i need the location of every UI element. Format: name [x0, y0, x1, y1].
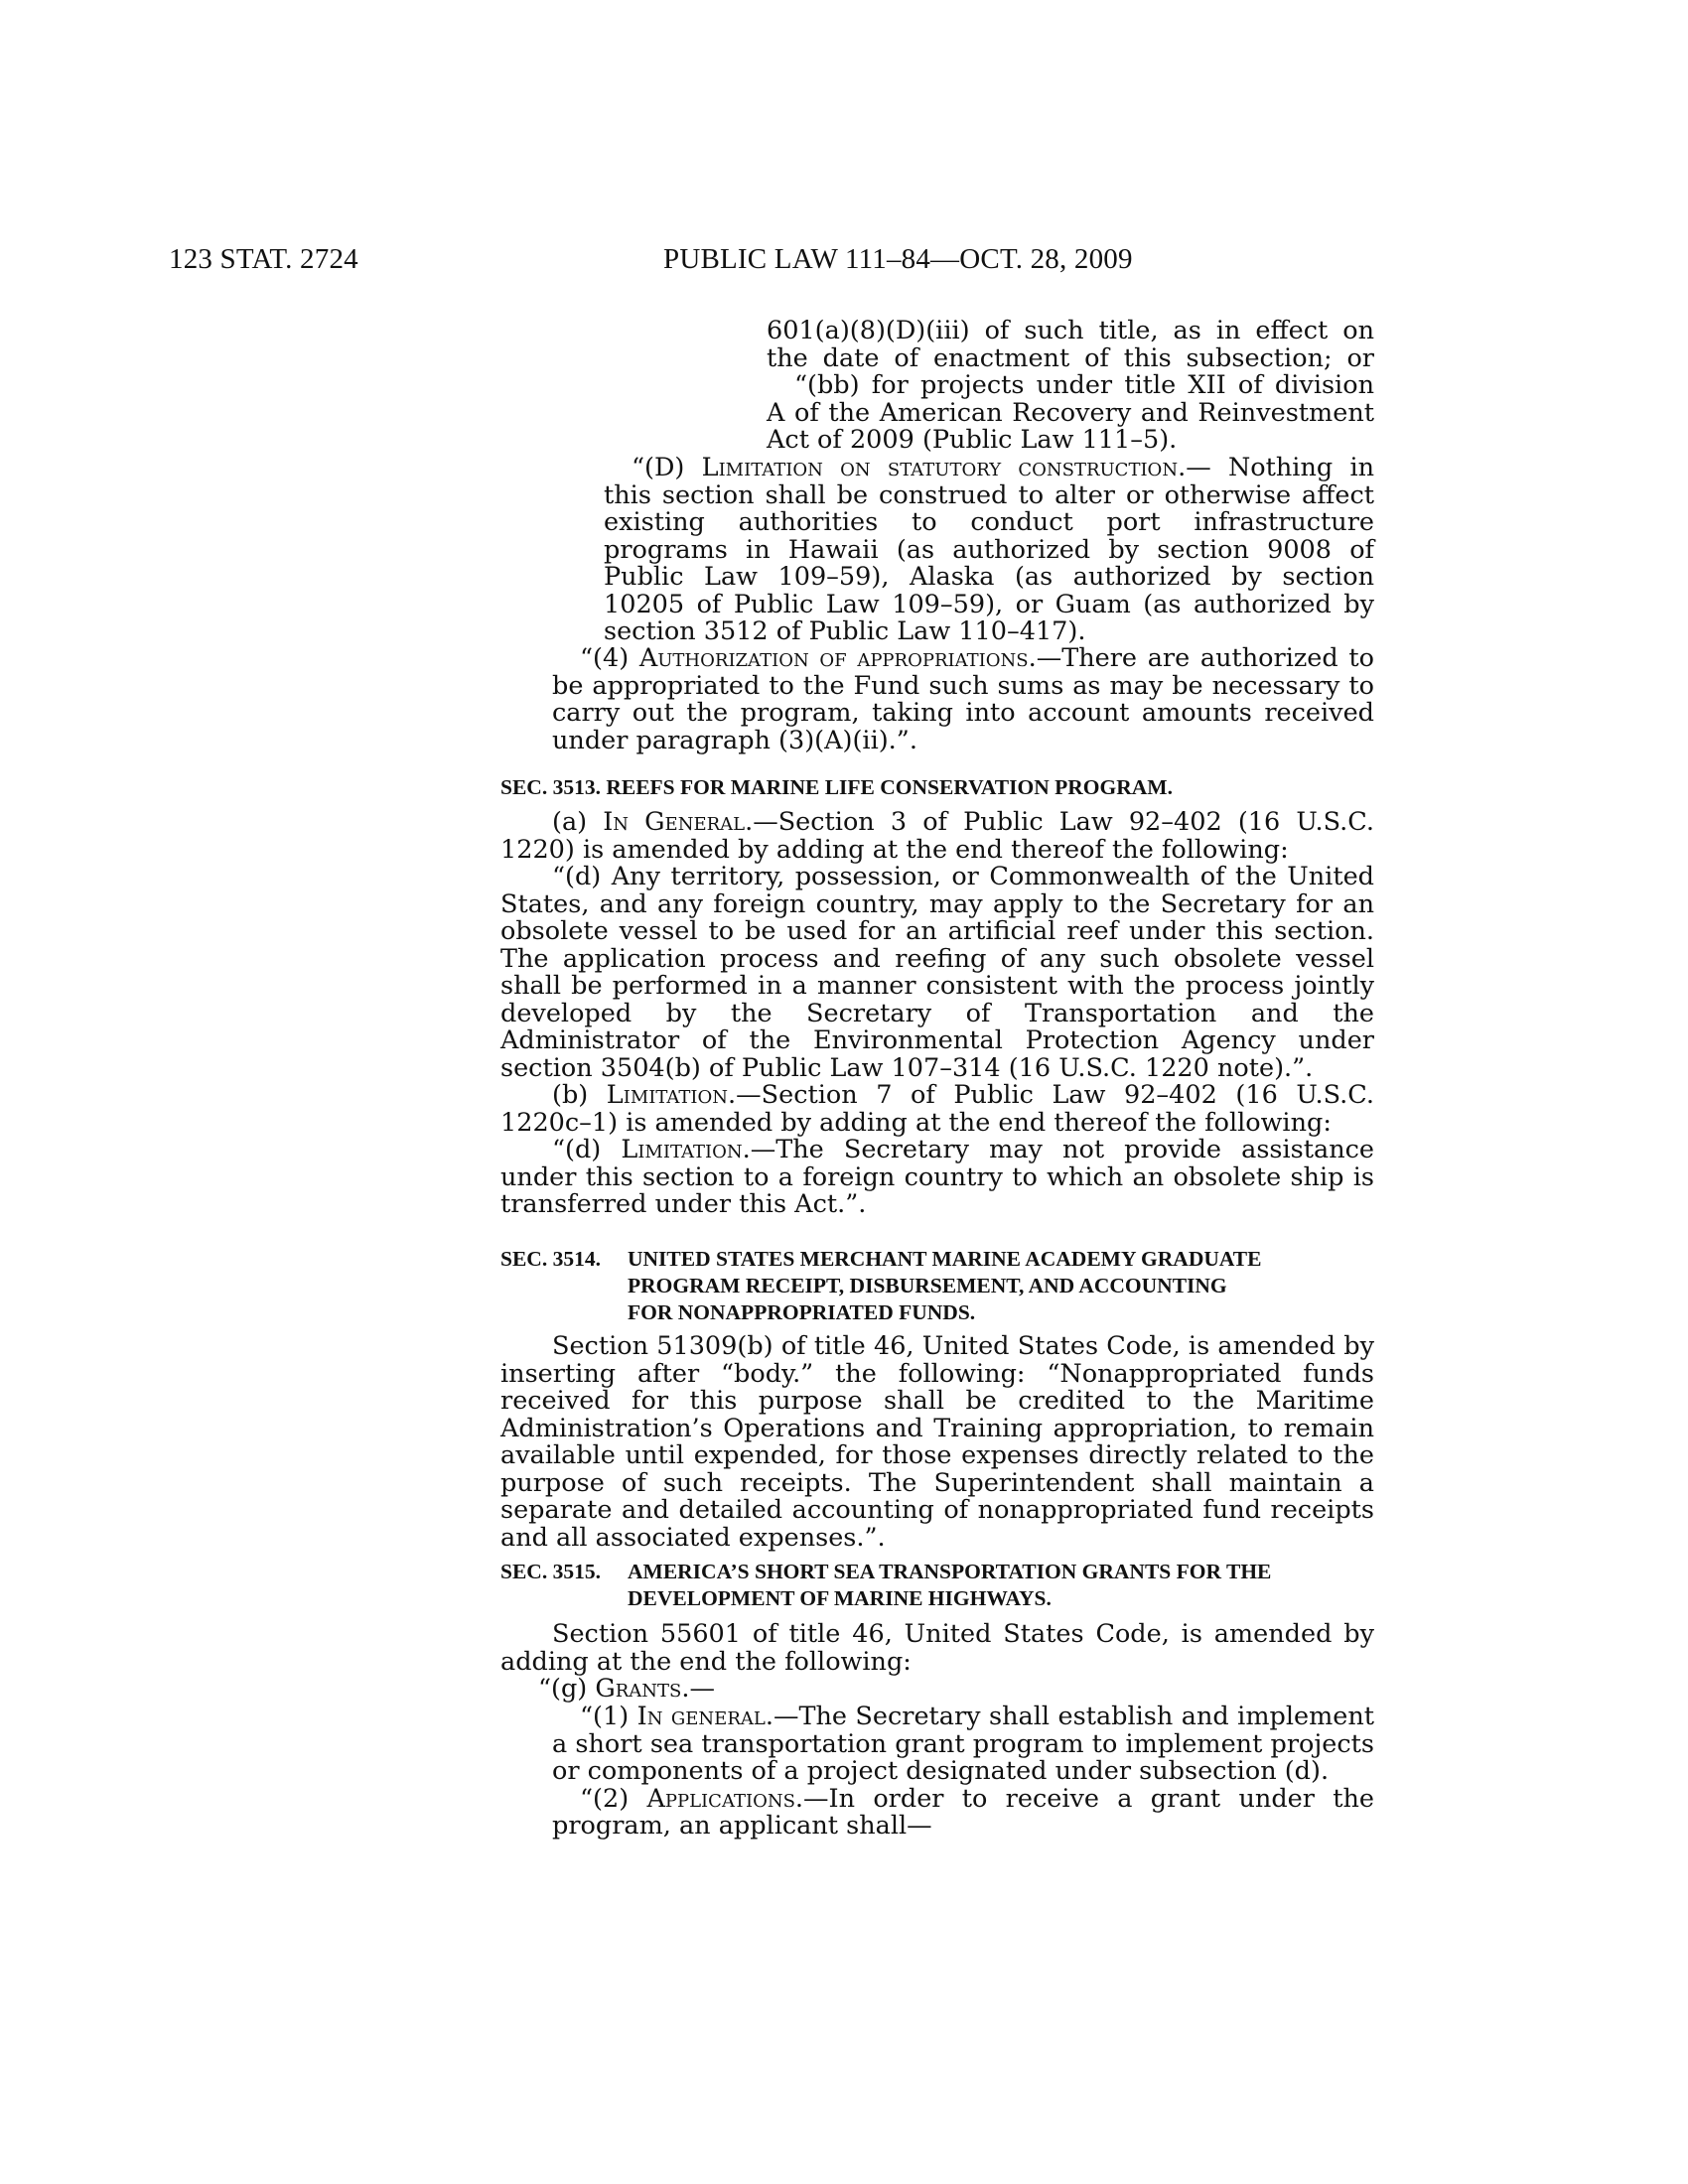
subsection-a [500, 809, 1374, 864]
text-line: “(bb) for projects under title XII of division [794, 370, 1374, 400]
authorization-paragraph [552, 645, 1374, 754]
em-dash: — [689, 1674, 715, 1704]
section-title-line: UNITED STATES MERCHANT MARINE ACADEMY GRADUATE [628, 1247, 1262, 1271]
section-3515-body [500, 1621, 1374, 1704]
paragraph-1 [552, 1704, 1374, 1841]
text-line: Act of 2009 (Public Law 111–5). [767, 425, 1178, 455]
text-line: 601(a)(8)(D)(iii) of such title, as in effect on [767, 316, 1374, 345]
paragraph-1-text [552, 1704, 1374, 1786]
para-heading: Limitation. [621, 1135, 751, 1164]
para-heading: Limitation on statutory construction. [701, 453, 1187, 482]
para-heading: Authorization of appropriations. [638, 643, 1037, 673]
para-heading: Limitation. [606, 1080, 737, 1110]
section-intro: Section 55601 of title 46, United States Code, is amended by adding at the end the following: [500, 1619, 1374, 1677]
para-lead: “(1) [580, 1702, 637, 1731]
subsection-a-d: “(d) Any territory, possession, or Commonwealth of the United States, and any foreign country, may apply to the Secretary for an obsolete vessel to be used for an artificial reef under this section. The application process and reefing of any such obsolete vessel shall be performed in a manner consistent with the process jointly developed by the Secretary of Transportation and the Administrator of the Environmental Protection Agency under section 3504(b) of Public Law 107–314 (16 U.S.C. 1220 note).”. [500, 862, 1374, 1083]
para-lead: “(g) [538, 1674, 596, 1704]
page-stat-citation: 123 STAT. 2724 [169, 243, 358, 275]
para-body: —The Secretary shall establish and implement a short sea transportation grant program to implement projects or components of a project designated under subsection (d). [552, 1702, 1375, 1786]
section-number: SEC. 3514. [500, 1247, 601, 1271]
authorization-text [552, 645, 1374, 754]
section-heading [500, 1246, 1374, 1273]
section-heading [500, 774, 1374, 801]
limitation-paragraph [604, 455, 1374, 646]
para-lead: (b) [552, 1080, 607, 1110]
para-body: —There are authorized to be appropriated to the Fund such sums as may be necessary to carry out the program, taking into account amounts received under paragraph (3)(A)(ii).”. [552, 643, 1374, 755]
para-lead: “(4) [580, 643, 639, 673]
section-title-line: FOR NONAPPROPRIATED FUNDS. [628, 1300, 976, 1324]
section-heading [500, 1559, 1374, 1585]
para-heading: In General. [603, 807, 754, 837]
section-number: SEC. 3513. [500, 775, 601, 799]
para-body: —Section 3 of Public Law 92–402 (16 U.S.C. 1220) is amended by adding at the end thereof the following: [500, 807, 1374, 865]
section-title: REEFS FOR MARINE LIFE CONSERVATION PROGRAM. [606, 775, 1173, 799]
section-3514-body [500, 1333, 1374, 1552]
section-text: Section 51309(b) of title 46, United States Code, is amended by inserting after “body.” the following: “Nonappropriated funds received for this purpose shall be credited to the Maritime Administration’s Operations and Training appropriation, to remain available until expended, for those expenses directly related to the purpose of such receipts. The Superintendent shall maintain a separate and detailed accounting of nonappropriated fund receipts and all associated expenses.”. [500, 1331, 1374, 1553]
para-body: —The Secretary may not provide assistance under this section to a foreign country to which an obsolete ship is transferred under this Act.”. [500, 1135, 1374, 1219]
para-heading: In general. [636, 1702, 774, 1731]
para-lead: (a) [552, 807, 604, 837]
para-lead: “(2) [580, 1783, 647, 1814]
subsection-g [500, 1676, 1374, 1704]
running-header: PUBLIC LAW 111–84—OCT. 28, 2009 [663, 243, 1133, 275]
continuation-block [767, 318, 1374, 455]
section-3513 [500, 774, 1374, 801]
text-line: the date of enactment of this subsection; or [767, 342, 1374, 373]
para-lead: “(D) [632, 453, 702, 482]
em-dash: — [1186, 453, 1211, 482]
section-3513-body [500, 809, 1374, 1219]
subsection-b [500, 1082, 1374, 1137]
limitation-text [604, 455, 1374, 646]
para-body: Nothing in this section shall be construed to alter or otherwise affect existing authorities to conduct port infrastructure programs in Hawaii (as authorized by section 9008 of Public Law 109–59), Alaska (as authorized by section 10205 of Public Law 109–59), or Guam (as authorized by section 3512 of Public Law 110–417). [604, 453, 1375, 646]
section-title-line: PROGRAM RECEIPT, DISBURSEMENT, AND ACCOUNTING [628, 1274, 1227, 1297]
para-heading: Applications. [646, 1783, 804, 1814]
para-body: —In order to receive a grant under the program, an applicant shall— [552, 1783, 1374, 1841]
para-heading: Grants. [595, 1674, 690, 1704]
section-title-line: DEVELOPMENT OF MARINE HIGHWAYS. [628, 1586, 1052, 1610]
text-line: A of the American Recovery and Reinvestment [767, 397, 1374, 428]
para-lead: “(d) [552, 1135, 622, 1164]
paragraph-2-text [552, 1783, 1374, 1841]
section-number: SEC. 3515. [500, 1560, 601, 1583]
section-3514 [500, 1246, 1374, 1326]
section-title-line: AMERICA’S SHORT SEA TRANSPORTATION GRANTS FOR THE [628, 1560, 1272, 1583]
subsection-b-d [500, 1137, 1374, 1219]
section-3515 [500, 1559, 1374, 1612]
para-body: —Section 7 of Public Law 92–402 (16 U.S.C. 1220c–1) is amended by adding at the end thereof the following: [500, 1080, 1374, 1138]
